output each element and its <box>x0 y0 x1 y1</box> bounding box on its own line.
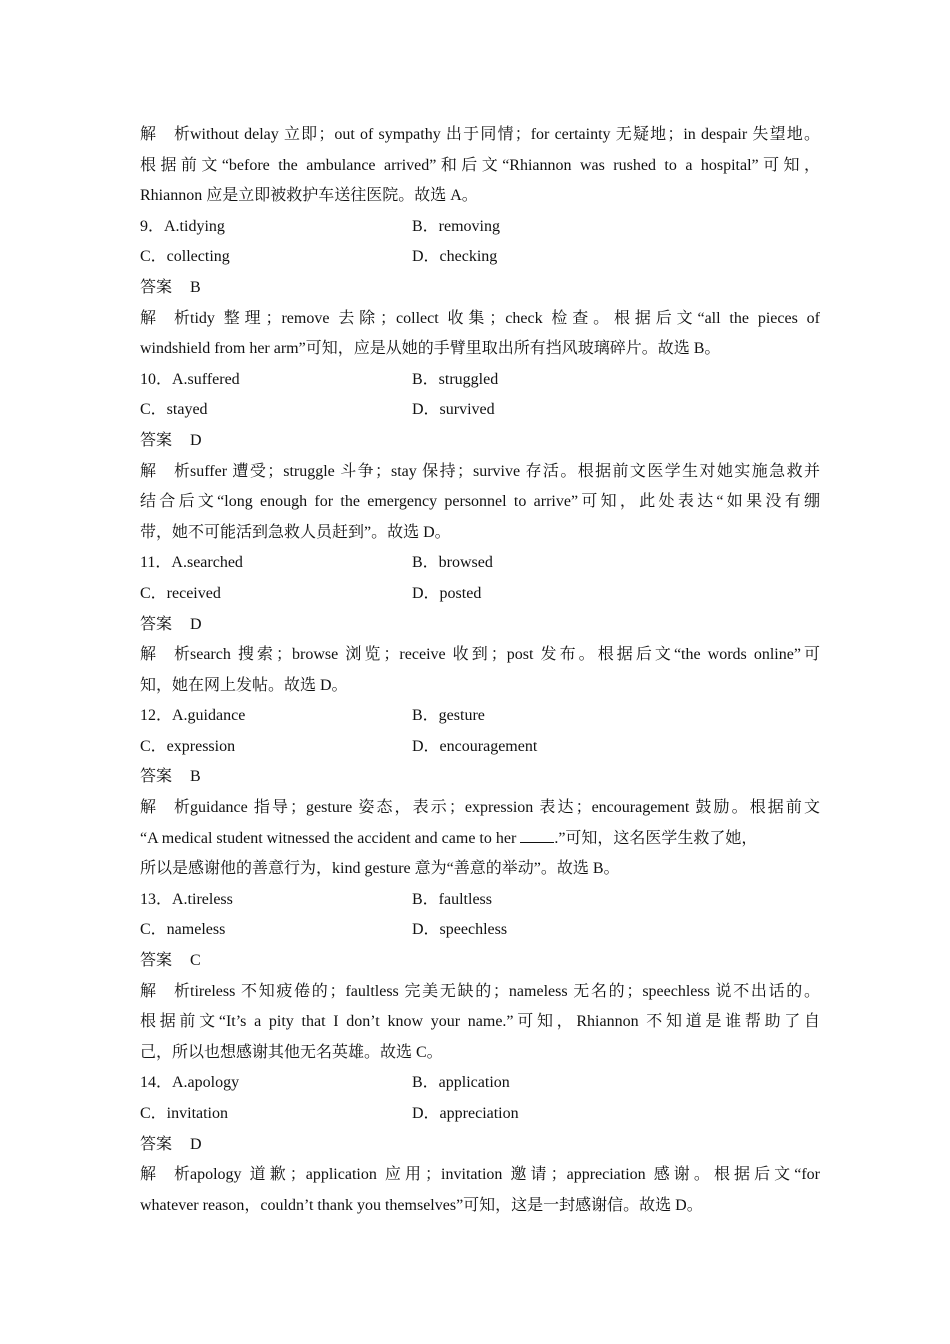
option-c: C．invitation <box>140 1105 229 1122</box>
analysis-label: 解析 <box>140 309 190 327</box>
analysis-label: 解析 <box>140 126 190 143</box>
option-d: D．posted <box>412 584 482 602</box>
options-row <box>140 365 820 396</box>
document-page <box>140 120 820 1221</box>
answer-line <box>140 426 820 457</box>
option-d: D．survived <box>412 401 495 419</box>
option-c: C．received <box>140 584 221 602</box>
analysis-label: 解析 <box>140 462 190 480</box>
option-b: B．browsed <box>412 554 493 572</box>
fill-blank <box>520 828 554 843</box>
option-a: 11．A.searched <box>140 554 243 572</box>
options-row <box>140 548 820 579</box>
option-d: D．speechless <box>412 921 508 939</box>
answer-value: D <box>190 431 202 449</box>
analysis-line: 根据前文“before the ambulance arrived”和后文“Rhiannon was rushed to a hospital”可知， <box>140 156 820 174</box>
option-c: C．collecting <box>140 248 230 266</box>
option-b: B．removing <box>412 217 500 235</box>
option-a: 10．A.suffered <box>140 370 240 388</box>
option-c: C．expression <box>140 737 236 755</box>
answer-value: D <box>190 615 202 633</box>
analysis-line: 解析guidance 指导；gesture 姿态，表示；expression 表达；encouragement 鼓励。根据前文 <box>140 793 820 824</box>
answer-label: 答案 <box>140 615 173 633</box>
answer-label: 答案 <box>140 768 173 786</box>
analysis-label: 解析 <box>140 646 190 664</box>
question-block <box>140 1068 820 1221</box>
question-block <box>140 548 820 701</box>
options-row <box>140 1068 820 1099</box>
analysis-line: 知，她在网上发帖。故选 D。 <box>140 676 348 694</box>
options-row <box>140 395 820 426</box>
answer-value: B <box>190 768 201 786</box>
answer-label: 答案 <box>140 1135 173 1153</box>
answer-line <box>140 1130 820 1161</box>
analysis-label: 解析 <box>140 982 190 1000</box>
option-b: B．application <box>412 1074 510 1092</box>
options-row <box>140 212 820 243</box>
analysis-line: 解析suffer 遭受；struggle 斗争；stay 保持；survive 存活。根据前文医学生对她实施急救并 <box>140 457 820 488</box>
question-block <box>140 365 820 549</box>
answer-label: 答案 <box>140 431 173 449</box>
option-a: 9．A.tidying <box>140 217 225 235</box>
answer-line <box>140 946 820 977</box>
question-block <box>140 885 820 1069</box>
options-row <box>140 1099 820 1130</box>
option-d: D．appreciation <box>412 1105 519 1122</box>
answer-label: 答案 <box>140 952 173 970</box>
answer-line <box>140 273 820 304</box>
analysis-line: 根据前文“It’s a pity that I don’t know your name.”可知，Rhiannon 不知道是谁帮助了自 <box>140 1013 820 1031</box>
analysis-line: “A medical student witnessed the accident and came to her .”可知，这名医学生救了她， <box>140 829 758 847</box>
option-a: 13．A.tireless <box>140 890 233 908</box>
analysis-line: Rhiannon 应是立即被救护车送往医院。故选 A。 <box>140 187 478 205</box>
analysis-label: 解析 <box>140 799 190 817</box>
analysis-block <box>140 120 820 212</box>
analysis-line: whatever reason，couldn’t thank you themselves”可知，这是一封感谢信。故选 D。 <box>140 1196 703 1214</box>
option-c: C．stayed <box>140 401 208 419</box>
option-a: 14．A.apology <box>140 1074 240 1092</box>
option-b: B．struggled <box>412 370 499 388</box>
question-block <box>140 212 820 365</box>
option-b: B．gesture <box>412 707 485 725</box>
analysis-line: 解析search 搜索；browse 浏览；receive 收到；post 发布。根据后文“the words online”可 <box>140 640 820 671</box>
options-row <box>140 701 820 732</box>
options-row <box>140 732 820 763</box>
answer-value: D <box>190 1135 202 1153</box>
options-row <box>140 579 820 610</box>
analysis-line: 解析without delay 立即；out of sympathy 出于同情；for certainty 无疑地；in despair 失望地。 <box>140 120 820 151</box>
option-b: B．faultless <box>412 890 492 908</box>
answer-value: B <box>190 278 201 296</box>
option-c: C．nameless <box>140 921 226 939</box>
analysis-line: 解析tireless 不知疲倦的；faultless 完美无缺的；nameless 无名的；speechless 说不出话的。 <box>140 977 820 1008</box>
option-d: D．encouragement <box>412 737 538 755</box>
options-row <box>140 885 820 916</box>
options-row <box>140 915 820 946</box>
analysis-line: 解析apology 道歉；application 应用；invitation 邀请；appreciation 感谢。根据后文“for <box>140 1160 820 1191</box>
answer-line <box>140 610 820 641</box>
question-block <box>140 701 820 885</box>
analysis-line: 己，所以也想感谢其他无名英雄。故选 C。 <box>140 1043 443 1061</box>
analysis-line: 所以是感谢他的善意行为，kind gesture 意为“善意的举动”。故选 B。 <box>140 860 620 878</box>
answer-line <box>140 762 820 793</box>
option-d: D．checking <box>412 248 498 266</box>
answer-value: C <box>190 952 201 970</box>
option-a: 12．A.guidance <box>140 707 246 725</box>
answer-label: 答案 <box>140 278 173 296</box>
analysis-line: 带，她不可能活到急救人员赶到”。故选 D。 <box>140 523 451 541</box>
analysis-line: 结合后文“long enough for the emergency personnel to arrive”可知，此处表达“如果没有绷 <box>140 493 820 511</box>
analysis-line: 解析tidy 整理；remove 去除；collect 收集；check 检查。根据后文“all the pieces of <box>140 304 820 335</box>
options-row <box>140 242 820 273</box>
analysis-label: 解析 <box>140 1166 190 1184</box>
analysis-line: windshield from her arm”可知，应是从她的手臂里取出所有挡风玻璃碎片。故选 B。 <box>140 340 721 358</box>
